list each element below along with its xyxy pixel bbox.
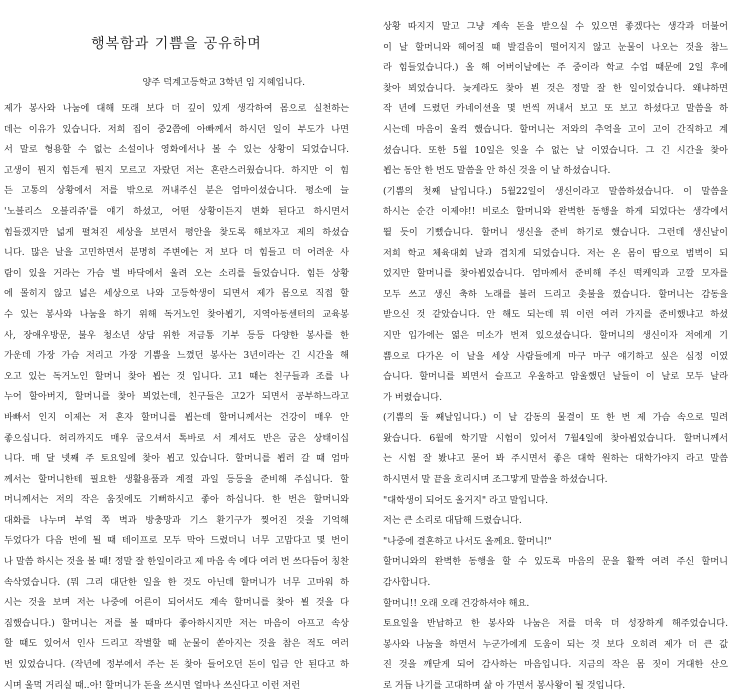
right-body-text [383,17,728,697]
text-line: 쁨으로 다가온 이 날을 세상 사람들에게 마구 마구 얘기하고 싶은 심정 이였 [383,350,728,362]
text-line: 람이 있을 거라는 가슴 벌 바닥에서 울려 오는 소리를 들었습니다. 힘든 상황 [4,267,349,279]
text-line: 모두 쓰고 생신 축하 노래를 불러 드리고 촛불을 껐습니다. 할머니는 감동을 [383,288,728,300]
text-line: 찾아 뵈었습니다. 늦게라도 찾아 뵌 것은 정말 잘 한 일이었습니다. 왜냐하면 [383,82,728,94]
text-line: 나 말씀 하시는 것을 볼 때! 정말 잘 한일이라고 제 마음 속 에다 여러 번 쓰다듬어 칭찬 [4,556,349,568]
text-line: 짐했습니다.) 할머니는 저를 볼 때마다 좋아하시지만 저는 마음이 아프고 속상 [4,617,349,629]
text-line: 오고 있는 독거노인 할머니 찾아 뵙는 것 입니다. 고1 때는 친구들과 조를 나 [4,370,349,382]
text-line: 제가 봉사와 나눔에 대해 또래 보다 더 깊이 있게 생각하여 몸으로 실천하는 [4,103,349,114]
text-line: 할 때도 있어서 인사 드리고 작별할 때 눈물이 쏟아지는 것을 참은 적도 여러 [4,638,349,650]
text-line: 셨습니다. 또한 5월 10일은 잊을 수 없는 날 이였습니다. 그 긴 시간을 찾아 [383,144,728,156]
text-line: 할머니와의 완벽한 동행을 할 수 있도록 마음의 문을 활짝 여려 주신 할머니 [383,556,728,568]
text-line: 가 버렸습니다. [383,391,443,403]
text-line: 받으신 것 같았습니다. 안 해도 되는데 뭐 이런 여러 가지를 준비했냐고 하셨 [383,309,728,321]
text-line: 었지만 할머니를 찾아뵙었습니다. 엄마께서 준비해 주신 떡케익과 고깔 모자를 [383,268,728,280]
text-line: 에 몰히지 않고 넓은 세상으로 나와 고등학생이 되면서 제가 몸으로 직접 할 [4,288,349,300]
text-line: 시는 것을 보며 저는 나중에 어른이 되어서도 계속 할머니를 찾아 뵐 것을 다 [4,597,349,609]
text-line: 는 시험 잘 봤냐고 묻어 봐 주시면서 좋은 대학 원하는 대학가야지 라고 말씀 [383,453,728,465]
author-line: 양주 덕계고등학교 3학년 임 지혜입니다. [142,77,305,88]
text-line: 상황 따지지 말고 그냥 계속 돈을 받으실 수 있으면 좋겠다는 생각과 더불어 [383,21,728,32]
text-line: 께서는 할머니한테 필요한 생활용품과 계절 과일 등등을 준비해 주십니다. 할 [4,473,349,485]
text-line: 감사합니다. [383,577,431,589]
text-line: 저희 학교 체육대회 날과 겹치게 되었습니다. 저는 온 몸이 땀으로 범벅이 되 [383,247,728,259]
text-line: 진 것을 깨닫게 되어 감사하는 마음입니다. 지금의 작은 몸 짓이 거대한 산으 [383,659,728,671]
text-line: 대화를 나누며 부엌 쪽 벽과 방충망과 기스 환기구가 찢어진 것을 기억해 [4,514,349,526]
text-line: 하시면서 말 끝을 흐리시며 조그맣게 말씀을 하셨습니다. [383,474,608,486]
text-line: 지만 입가에는 엷은 미소가 번져 있으셨습니다. 할머니의 생신이자 저에게 기 [383,329,728,341]
text-line: 니다. 매 달 넷째 주 토요일에 찾아 뵙고 있습니다. 할머니를 뵙러 갈 때 엄마 [4,453,349,465]
left-body-text [4,99,349,696]
text-line: 든 고통의 상황에서 저를 밖으로 꺼내주신 분은 엄마이셨습니다. 평소에 늘 [4,185,349,197]
text-line: 저는 큰 소리로 대답해 드렸습니다. [383,515,522,527]
text-line: 작 년에 드렸던 카네이션을 몇 번씩 꺼내서 보고 또 보고 하셨다고 말씀을 하 [383,103,728,115]
text-line: 두었다가 다음 번에 될 때 테이프로 모두 막아 드렸더니 너무 고맙다고 몇 번이 [4,535,349,547]
text-line: 하시는 순간 이제야!! 비로소 할머니와 완벽한 동행을 하게 되었다는 생각에서 [383,206,728,218]
text-line: 가운데 가장 가슴 저리고 가장 기쁨을 느꼈던 봉사는 3년이라는 긴 시간을 해 [4,350,349,362]
text-line: 로 거듭 나기를 고대하며 삶 아 가면서 봉사왕이 될 것입니다. [383,680,626,691]
text-line: 데는 이유가 있습니다. 저희 집이 중2쯤에 아빠께서 하시던 일이 부도가 나면 [4,123,349,135]
text-line: "나중에 결혼하고 나서도 올께요. 할머니!" [383,535,552,547]
text-line: 뵙는 동안 한 번도 말씀을 안 하신 것을 이 날 하셨습니다. [383,165,611,177]
text-line: 서 말로 형용할 수 없는 소설이나 영화에서나 볼 수 있는 상황이 되었습니다. [4,144,349,156]
text-line: 좋으십니다. 허리까지도 매우 굽으셔서 톡바로 서 계셔도 반은 굽은 상태이십 [4,432,349,444]
text-line: 이 날 할머니와 헤어질 때 발걸음이 떨어지지 않고 눈물이 나오는 것을 참느 [383,41,728,53]
text-line: 번 있었습니다. (작년에 정부에서 주는 돈 찾아 들어오던 돈이 입금 안 된다고 하 [4,659,349,671]
essay-title: 행복함과 기쁨을 공유하며 [91,36,262,52]
text-line: 수 있는 봉사와 나눔을 하기 위해 독거노인 찾아뵙기, 지역아동센터의 교육봉 [4,308,349,320]
text-line: 힘들겠지만 넓게 펼쳐진 세상을 보면서 평안을 찾도록 해보자고 제의 하셨습 [4,226,349,238]
text-line: 봉사와 나눔을 하면서 누군가에게 도움이 되는 것 보다 오히려 제가 더 큰 값 [383,638,728,650]
right-column [383,0,728,697]
text-line: 바빠서 인지 이제는 저 혼자 할머니를 뵙는데 할머니께서는 건강이 매우 안 [4,411,349,423]
left-column [4,0,349,696]
text-line: 습니다. 할머니를 뵈면서 슬프고 우울하고 암울했던 날들이 이 날로 모두 날라 [383,371,728,383]
text-line: 고생이 뭔지 힘든게 뭔지 모르고 자랐던 저는 혼란스러웠습니다. 하지만 이 힘 [4,164,349,176]
text-line: 왔습니다. 6월에 학기말 시험이 있어서 7월4일에 찾아뵙었습니다. 할머니께서 [383,432,728,444]
text-line: 토요일을 반납하고 한 봉사와 나눔은 저를 더욱 더 성장하게 해주었습니다. [383,618,728,630]
text-line: "대학생이 되어도 올거지" 라고 말입니다. [383,494,549,506]
text-line: 누어 할아버지, 할머니를 찾아 뵈었는데, 친구들은 고2가 되면서 공부하느라고 [4,391,349,403]
text-line: (기쁨의 첫째 날입니다.) 5월22일이 생신이라고 말씀하셨습니다. 이 말씀을 [383,185,728,197]
text-line: 사, 장애우방문, 불우 청소년 상담 위한 저금통 기부 등등 다양한 봉사를 한 [4,329,349,341]
text-line: 라 힘들었습니다.) 올 해 어버이날에는 주 중이라 학교 수업 때문에 2일 후에 [383,62,728,74]
text-line: 머니께서는 저의 작은 움짓에도 기뻐하시고 좋아 하십니다. 한 번은 할머니와 [4,494,349,506]
text-line: 할머니!! 오래 오래 건강하셔야 해요. [383,597,530,609]
text-line: 시는데 마음이 울컥 했습니다. 할머니는 저와의 추억을 고이 고이 간직하고 계 [383,123,728,135]
text-line: '노블리스 오블리쥬'를 얘기 하셨고, 어떤 상황이든지 변화 된다고 하시면서 [4,205,349,217]
text-line: 속삭였습니다. (뭐 그리 대단한 일을 한 것도 아닌데 할머니가 너무 고마워 하 [4,576,349,588]
text-line: 니다. 많은 날을 고민하면서 분명히 주변에는 저 보다 더 힘들고 더 어려운 사 [4,247,349,259]
text-line: 시며 울먹 거리실 때..아! 할머니가 돈을 쓰시면 얼마나 쓰신다고 이런 저런 [4,679,301,691]
text-line: 뛸 듯이 기뻤습니다. 할머니 생신을 준비 하기로 했습니다. 그런데 생신날이 [383,226,728,238]
text-line: (기쁨의 둘 째날입니다.) 이 날 감동의 물결이 또 한 번 제 가슴 속으로 밀려 [383,412,728,424]
